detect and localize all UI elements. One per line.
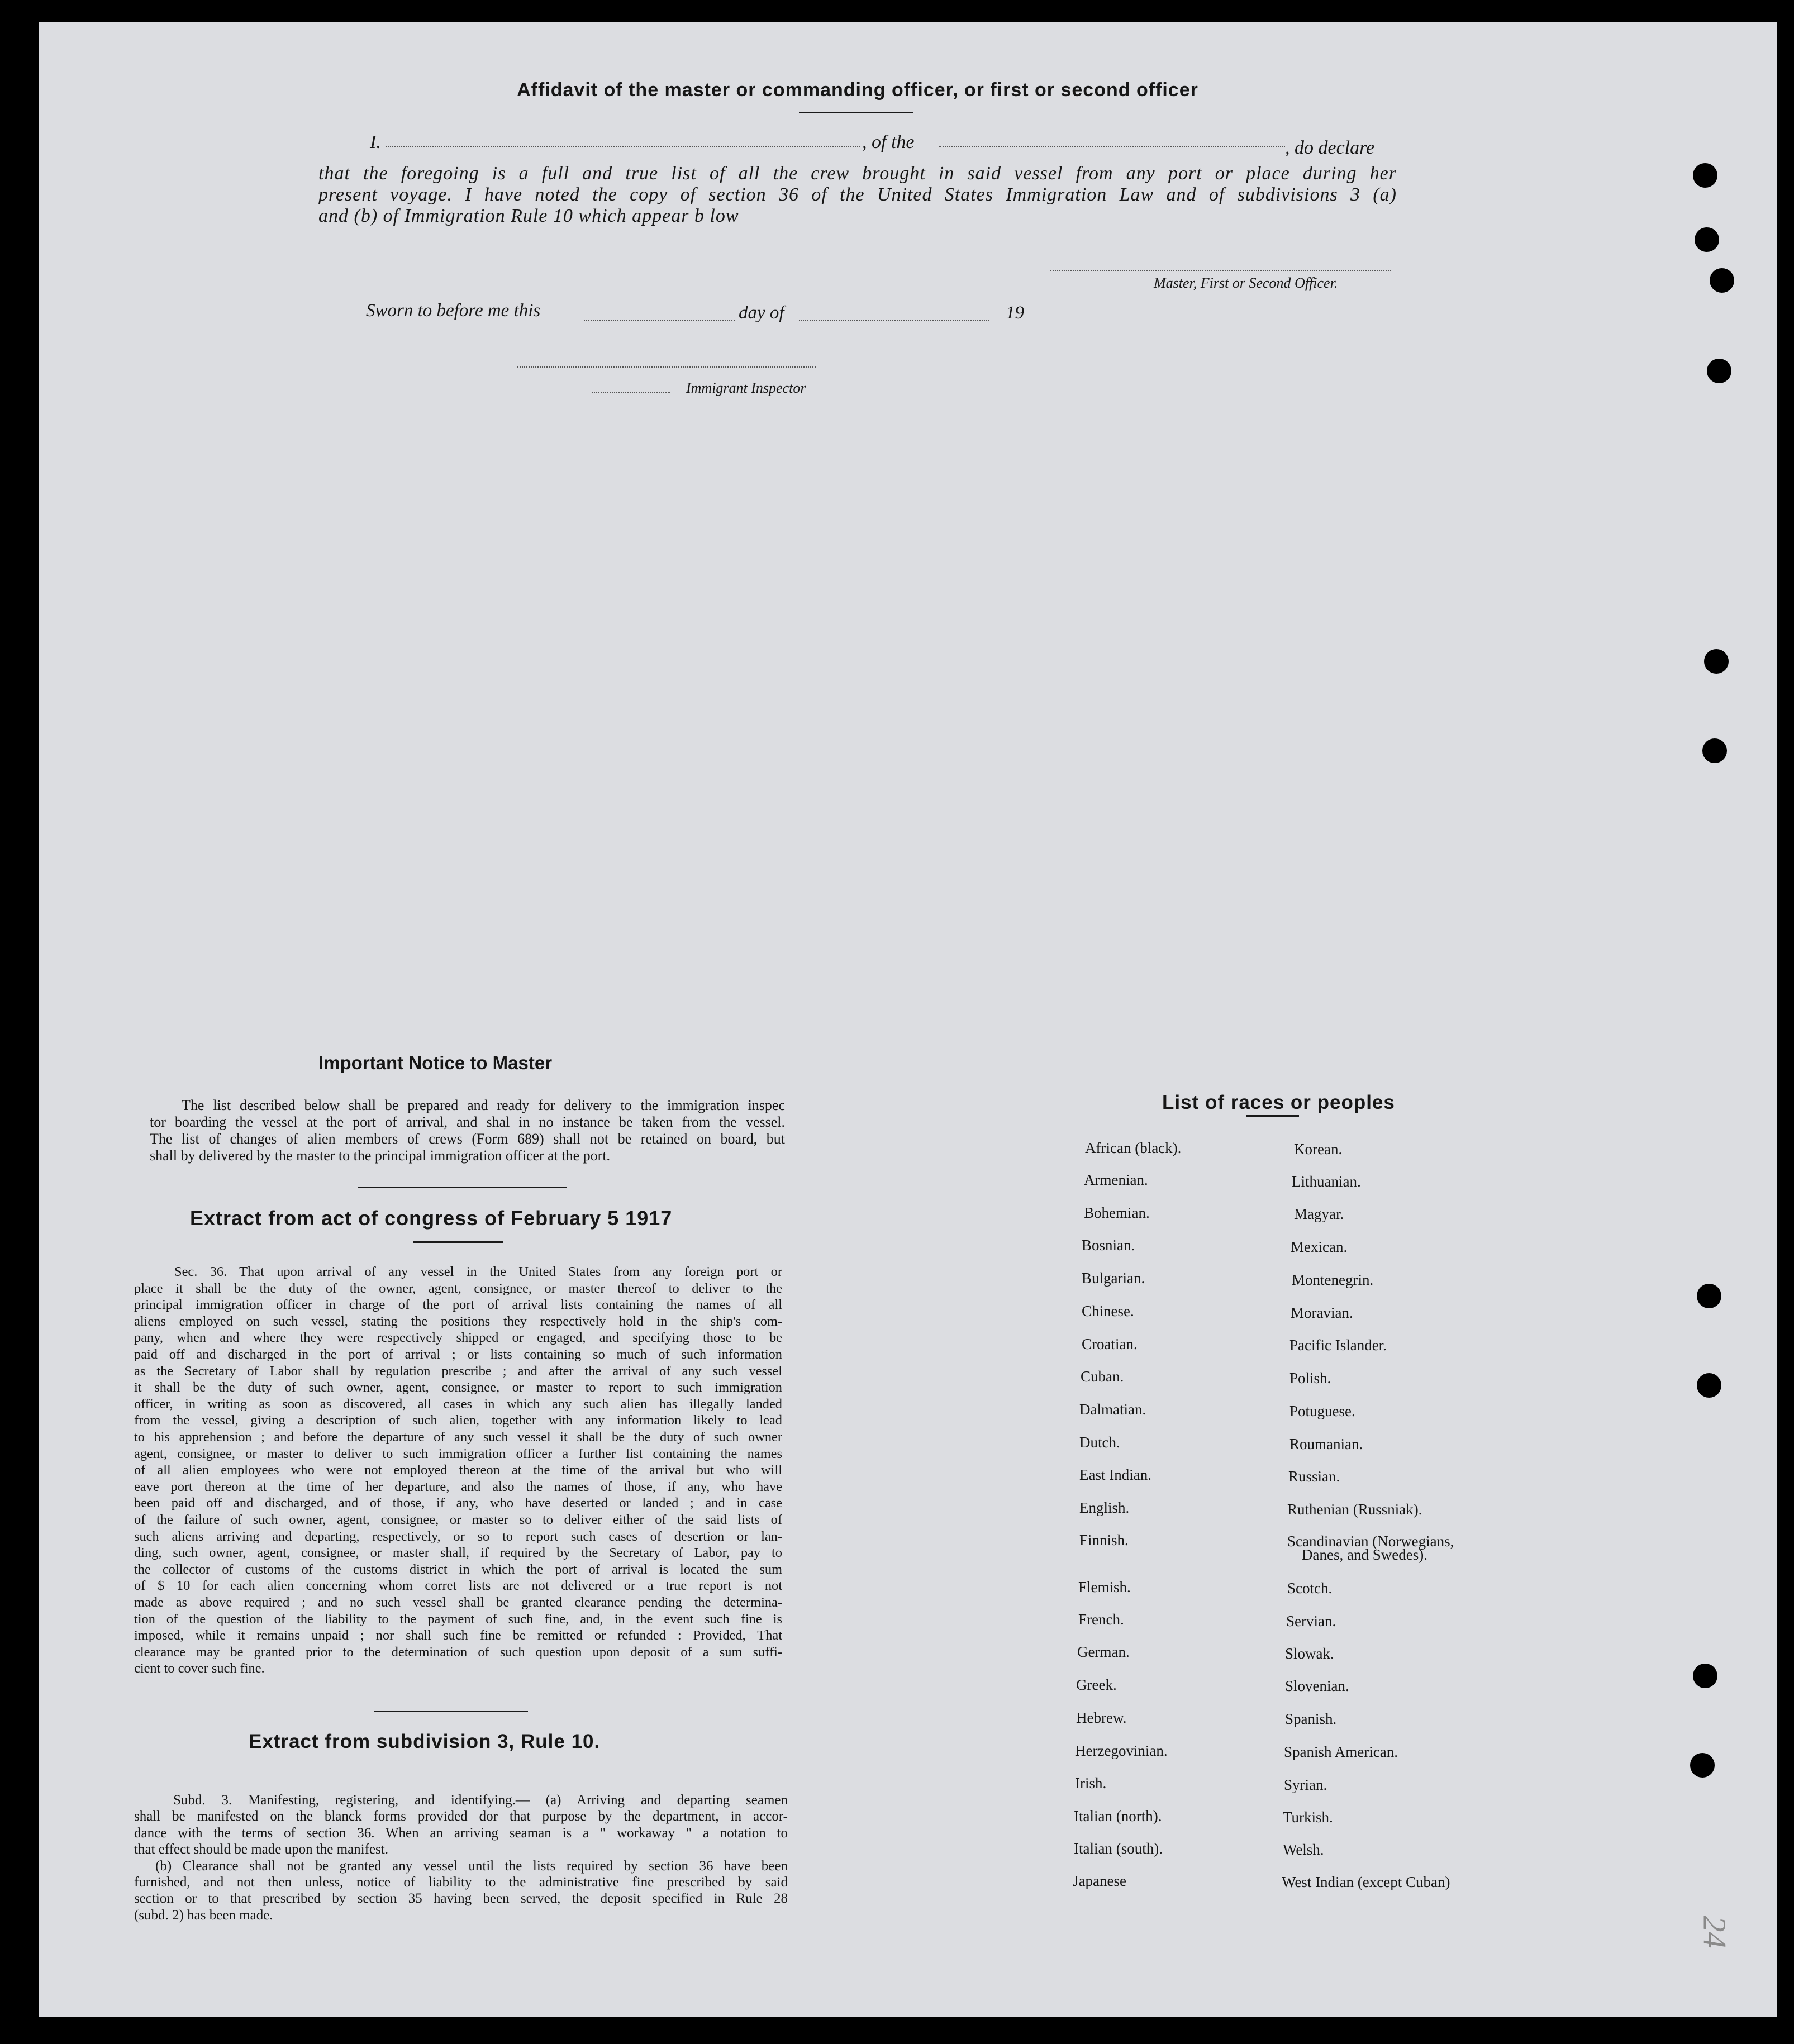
body-text-line: officer, in writing as soon as discovered, all cases in which any such alien has illegally landed xyxy=(134,1396,782,1412)
race-item: Italian (north). xyxy=(1074,1808,1162,1824)
race-item: Danes, and Swedes). xyxy=(1302,1546,1427,1563)
title-underline xyxy=(799,112,913,113)
notice-line: tor boarding the vessel at the port of arrival, and shal in no instance be taken from the vessel. xyxy=(150,1114,785,1130)
race-item: Irish. xyxy=(1075,1775,1107,1792)
body-text-line: Subd. 3. Manifesting, registering, and identifying.— (a) Arriving and departing seamen xyxy=(173,1793,788,1808)
declarant-prefix: I. xyxy=(370,132,381,153)
race-item: Bosnian. xyxy=(1082,1237,1135,1254)
body-text-line: place it shall be the duty of the owner, agent, consignee, or master thereof to deliver to the xyxy=(134,1280,782,1296)
race-item: Hebrew. xyxy=(1076,1709,1127,1726)
race-item: African (black). xyxy=(1085,1140,1182,1156)
race-item: Spanish American. xyxy=(1284,1743,1398,1760)
race-item: East Indian. xyxy=(1079,1466,1151,1483)
sworn-day-label: day of xyxy=(739,303,784,323)
inspector-field[interactable] xyxy=(592,392,670,393)
body-text-line: pany, when and where they were respectively shipped or engaged, and specifying those to be xyxy=(134,1330,782,1346)
affidavit-line: that the foregoing is a full and true list of all the crew brought in said vessel from any port or place during her xyxy=(318,163,1397,184)
body-text-line: been paid off and discharged, and of those, if any, who have deserted or landed ; and in case xyxy=(134,1495,782,1511)
race-item: Japanese xyxy=(1073,1873,1126,1889)
body-text-line: eave port thereon at the time of her departure, and also the names of those, if any, who have xyxy=(134,1479,782,1494)
body-text-line: to his apprehension ; and before the departure of any such vessel it shall be the duty of such owner xyxy=(134,1430,782,1445)
of-the-label: , of the xyxy=(862,132,915,153)
race-item: Herzegovinian. xyxy=(1075,1742,1168,1759)
body-text-line: it shall be the duty of such owner, agent, consignee, or master to report to such immigration xyxy=(134,1380,782,1395)
race-item: Scandinavian (Norwegians, xyxy=(1287,1533,1454,1550)
race-item: Scotch. xyxy=(1287,1580,1333,1597)
binder-hole xyxy=(1710,268,1734,293)
binder-hole xyxy=(1695,227,1719,252)
race-item: West Indian (except Cuban) xyxy=(1282,1874,1450,1890)
page-number: 24 xyxy=(1696,1916,1733,1948)
notice-line: The list described below shall be prepared and ready for delivery to the immigration inspec xyxy=(182,1097,785,1113)
race-item: Flemish. xyxy=(1078,1579,1131,1595)
signature-label: Master, First or Second Officer. xyxy=(1154,275,1338,291)
race-item: Spanish. xyxy=(1285,1711,1337,1727)
declarant-name-field[interactable] xyxy=(386,146,860,147)
inspector-label: Immigrant Inspector xyxy=(686,380,806,396)
notice-title: Important Notice to Master xyxy=(318,1052,553,1073)
signature-field[interactable] xyxy=(1050,270,1391,271)
race-item: Syrian. xyxy=(1284,1776,1327,1793)
section-divider xyxy=(413,1241,503,1243)
body-text-line: cient to cover such fine. xyxy=(134,1661,265,1676)
race-item: Russian. xyxy=(1288,1468,1340,1485)
race-item: Dutch. xyxy=(1079,1434,1120,1451)
binder-hole xyxy=(1690,1753,1715,1778)
body-text-line: clearance may be granted prior to the determination of such question upon deposit of a sum suffi- xyxy=(134,1644,782,1660)
body-text-line: imposed, while it remains unpaid ; nor shall such fine be remitted or refunded : Provided, That xyxy=(134,1628,782,1643)
affidavit-title: Affidavit of the master or commanding officer, or first or second officer xyxy=(517,79,1198,101)
race-item: Moravian. xyxy=(1291,1304,1353,1321)
binder-hole xyxy=(1702,738,1727,763)
race-item: Dalmatian. xyxy=(1079,1401,1146,1418)
binder-hole xyxy=(1693,163,1717,188)
body-text-line: ding, such owner, agent, consignee, or master shall, if required by the Secretary of Labor, pay to xyxy=(134,1545,782,1561)
race-item: Finnish. xyxy=(1079,1532,1129,1549)
body-text-line: paid off and discharged in the port of arrival ; or lists containing so much of such information xyxy=(134,1347,782,1362)
extract-rule-title: Extract from subdivision 3, Rule 10. xyxy=(249,1731,601,1752)
body-text-line: tion of the question of the liability to the payment of such fine, and, in the event such fine is xyxy=(134,1611,782,1627)
race-item: Cuban. xyxy=(1081,1368,1124,1385)
race-item: Potuguese. xyxy=(1289,1403,1355,1419)
binder-hole xyxy=(1693,1664,1717,1688)
body-text-line: of the failure of such owner, agent, consignee, or master so to deliver either of the said lists of xyxy=(134,1512,782,1527)
body-text-line: as the Secretary of Labor shall by regulation prescribe ; and after the arrival of any such vessel xyxy=(134,1363,782,1379)
race-item: Korean. xyxy=(1294,1141,1343,1157)
race-item: Greek. xyxy=(1076,1676,1117,1693)
vessel-name-field[interactable] xyxy=(939,146,1285,147)
body-text-line: agent, consignee, or master to deliver to such immigration officer a further list containing the names xyxy=(134,1446,782,1461)
body-text-line: principal immigration officer in charge of the port of arrival lists containing the names of all xyxy=(134,1297,782,1313)
race-item: Pacific Islander. xyxy=(1289,1337,1387,1354)
race-item: Bulgarian. xyxy=(1082,1270,1145,1287)
body-text-line: shall be manifested on the blanck forms provided dor that purpose by the department, in accor- xyxy=(134,1809,788,1824)
body-text-line: of $ 10 for each alien concerning whom corret lists are not delivered or a true report is not xyxy=(134,1578,782,1594)
section-divider xyxy=(358,1187,567,1188)
race-item: Slowak. xyxy=(1285,1645,1334,1662)
race-item: Polish. xyxy=(1289,1370,1331,1387)
race-item: German. xyxy=(1077,1643,1130,1660)
race-item: Roumanian. xyxy=(1289,1436,1363,1452)
race-item: Turkish. xyxy=(1283,1809,1333,1826)
race-item: English. xyxy=(1079,1499,1130,1516)
race-item: Slovenian. xyxy=(1285,1678,1349,1694)
race-item: French. xyxy=(1078,1611,1124,1628)
sworn-day-field[interactable] xyxy=(584,320,735,321)
race-item: Mexican. xyxy=(1291,1238,1348,1255)
body-text-line: Sec. 36. That upon arrival of any vessel in the United States from any foreign port or xyxy=(174,1264,782,1279)
binder-hole xyxy=(1707,359,1731,383)
body-text-line: of all alien employees who were not employed thereon at the time of the arrival but who will xyxy=(134,1462,782,1478)
sworn-label: Sworn to before me this xyxy=(366,301,541,321)
sworn-month-field[interactable] xyxy=(799,320,989,321)
body-text-line: from the vessel, giving a description of such alien, together with any information likely to lead xyxy=(134,1413,782,1428)
body-text-line: furnished, and not then unless, notice of liability to the administrative fine prescribed by said xyxy=(134,1875,788,1890)
race-item: Chinese. xyxy=(1082,1303,1134,1319)
body-text-line: dance with the terms of section 36. When an arriving seaman is a " workaway " a notation to xyxy=(134,1825,788,1841)
affidavit-line: present voyage. I have noted the copy of section 36 of the United States Immigration Law and of subdivisions 3 (a) xyxy=(318,184,1397,205)
inspector-field[interactable] xyxy=(517,366,816,368)
race-item: Montenegrin. xyxy=(1292,1271,1374,1288)
sworn-year-label: 19 xyxy=(1006,303,1024,323)
binder-hole xyxy=(1697,1373,1721,1398)
declare-label: , do declare xyxy=(1285,137,1375,158)
body-text-line: made as above required ; and no such vessel shall be granted clearance pending the determina- xyxy=(134,1595,782,1610)
race-item: Italian (south). xyxy=(1074,1840,1163,1857)
body-text-line: the collector of customs of the customs district in which the port of arrival is located the sum xyxy=(134,1561,782,1577)
races-title-underline xyxy=(1246,1115,1299,1117)
race-item: Bohemian. xyxy=(1084,1204,1150,1221)
document-page xyxy=(39,22,1777,2017)
race-item: Servian. xyxy=(1286,1613,1336,1630)
notice-line: The list of changes of alien members of crews (Form 689) shall not be retained on board, but xyxy=(150,1131,785,1147)
affidavit-line: and (b) of Immigration Rule 10 which appear b low xyxy=(318,206,739,226)
race-item: Lithuanian. xyxy=(1292,1173,1361,1190)
race-item: Ruthenian (Russniak). xyxy=(1287,1501,1422,1518)
binder-hole xyxy=(1704,649,1729,674)
races-title: List of races or peoples xyxy=(1162,1092,1395,1113)
binder-hole xyxy=(1697,1284,1721,1308)
body-text-line: section or to that prescribed by section 35 having been served, the deposit specified in Rule 28 xyxy=(134,1891,788,1907)
race-item: Welsh. xyxy=(1283,1841,1324,1858)
section-divider xyxy=(374,1711,528,1712)
race-item: Magyar. xyxy=(1294,1206,1344,1222)
body-text-line: (subd. 2) has been made. xyxy=(134,1907,273,1923)
race-item: Croatian. xyxy=(1082,1336,1138,1352)
race-item: Armenian. xyxy=(1084,1171,1148,1188)
notice-line: shall by delivered by the master to the principal immigration officer at the port. xyxy=(150,1147,611,1164)
body-text-line: that effect should be made upon the manifest. xyxy=(134,1842,388,1857)
body-text-line: (b) Clearance shall not be granted any vessel until the lists required by section 36 have been xyxy=(155,1858,788,1874)
body-text-line: aliens employed on such vessel, stating the positions they respectively hold in the ship's com- xyxy=(134,1313,782,1329)
body-text-line: such aliens arriving and departing, respectively, or so to report such cases of desertion or lan- xyxy=(134,1528,782,1544)
extract-act-title: Extract from act of congress of February 5 1917 xyxy=(190,1207,673,1230)
